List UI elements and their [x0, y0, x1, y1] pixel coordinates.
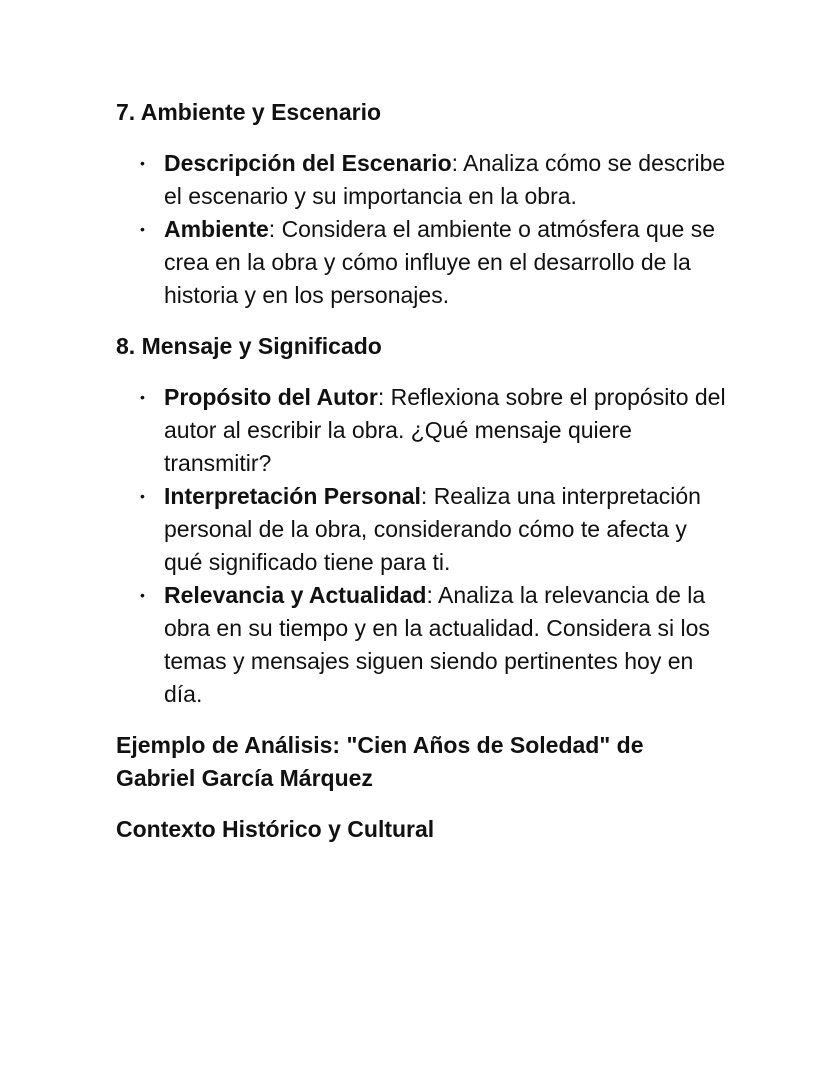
bullet-icon: •	[140, 155, 145, 171]
section-heading-mensaje-significado: 8. Mensaje y Significado	[116, 333, 382, 359]
list-item-term: Descripción del Escenario	[164, 150, 452, 176]
list-item-ambiente	[140, 213, 728, 312]
list-item-text: : Analiza la relevancia de la obra en su tiempo y en la actualidad. Considera si los temas y mensajes siguen siendo pertinentes hoy en día.	[164, 582, 710, 707]
list-item-descripcion-escenario	[140, 147, 728, 213]
list-item-text: : Considera el ambiente o atmósfera que se crea en la obra y cómo influye en el desarrollo de la historia y en los personajes.	[164, 216, 715, 308]
bullet-icon: •	[140, 488, 145, 504]
list-item-relevancia-actualidad	[140, 579, 728, 711]
list-item-text: : Analiza cómo se describe el escenario y su importancia en la obra.	[164, 150, 726, 209]
list-item-term: Propósito del Autor	[164, 384, 378, 410]
list-item-text: : Reflexiona sobre el propósito del autor al escribir la obra. ¿Qué mensaje quiere transmitir?	[164, 384, 726, 476]
bullet-icon: •	[140, 389, 145, 405]
bullet-list-ambiente-escenario	[116, 147, 728, 312]
list-item-interpretacion-personal	[140, 480, 728, 579]
section-heading-ambiente-escenario: 7. Ambiente y Escenario	[116, 99, 382, 125]
list-item-term: Relevancia y Actualidad	[164, 582, 427, 608]
example-analysis-heading: Ejemplo de Análisis: "Cien Años de Soledad" de Gabriel García Márquez	[116, 732, 644, 791]
list-item-term: Interpretación Personal	[164, 483, 421, 509]
list-item-term: Ambiente	[164, 216, 269, 242]
bullet-icon: •	[140, 221, 145, 237]
context-heading: Contexto Histórico y Cultural	[116, 816, 435, 842]
list-item-proposito-autor	[140, 381, 728, 480]
bullet-icon: •	[140, 587, 145, 603]
list-item-text: : Realiza una interpretación personal de la obra, considerando cómo te afecta y qué significado tiene para ti.	[164, 483, 701, 575]
bullet-list-mensaje-significado	[116, 381, 728, 711]
